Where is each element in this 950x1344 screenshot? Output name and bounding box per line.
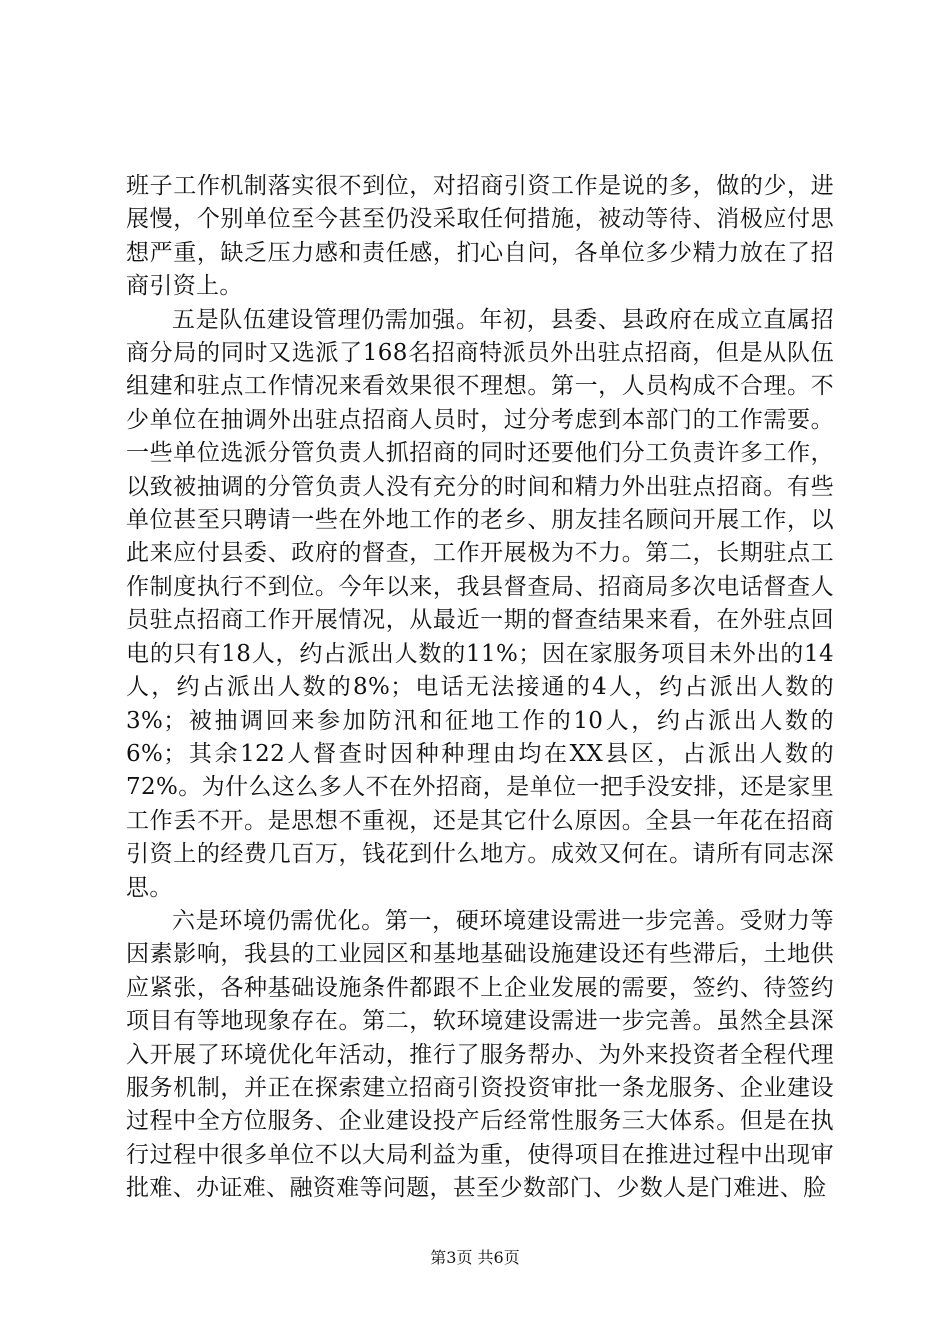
document-body <box>126 170 834 1206</box>
paragraph-continuation: 班子工作机制落实很不到位，对招商引资工作是说的多，做的少，进展慢，个别单位至今甚至仍没采取任何措施，被动等待、消极应付思想严重，缺乏压力感和责任感，扪心自问，各单位多少精力放在了招商引资上。 <box>126 173 834 300</box>
paragraph-environment: 六是环境仍需优化。第一，硬环境建设需进一步完善。受财力等因素影响，我县的工业园区和基地基础设施建设还有些滞后，土地供应紧张，各种基础设施条件都跟不上企业发展的需要，签约、待签约项目有等地现象存在。第二，软环境建设需进一步完善。虽然全县深入开展了环境优化年活动，推行了服务帮办、为外来投资者全程代理服务机制，并正在探索建立招商引资投资审批一条龙服务、企业建设过程中全方位服务、企业建设投产后经常性服务三大体系。但是在执行过程中很多单位不以大局利益为重，使得项目在推进过程中出现审批难、办证难、融资难等问题，甚至少数部门、少数人是门难进、脸 <box>126 907 834 1202</box>
paragraph-team-building: 五是队伍建设管理仍需加强。年初，县委、县政府在成立直属招商分局的同时又选派了168名招商特派员外出驻点招商，但是从队伍组建和驻点工作情况来看效果很不理想。第一，人员构成不合理。不少单位在抽调外出驻点招商人员时，过分考虑到本部门的工作需要。一些单位选派分管负责人抓招商的同时还要他们分工负责许多工作，以致被抽调的分管负责人没有充分的时间和精力外出驻点招商。有些单位甚至只聘请一些在外地工作的老乡、朋友挂名顾问开展工作，以此来应付县委、政府的督查，工作开展极为不力。第二，长期驻点工作制度执行不到位。今年以来，我县督查局、招商局多次电话督查人员驻点招商工作开展情况，从最近一期的督查结果来看，在外驻点回电的只有18人，约占派出人数的11%；因在家服务项目未外出的14人，约占派出人数的8%；电话无法接通的4人，约占派出人数的3%；被抽调回来参加防汛和征地工作的10人，约占派出人数的6%；其余122人督查时因种种理由均在XX县区，占派出人数的72%。为什么这么多人不在外招商，是单位一把手没安排，还是家里工作丢不开。是思想不重视，还是其它什么原因。全县一年花在招商引资上的经费几百万，钱花到什么地方。成效又何在。请所有同志深思。 <box>126 306 834 901</box>
page-number-footer: 第3页 共6页 <box>430 1248 520 1267</box>
